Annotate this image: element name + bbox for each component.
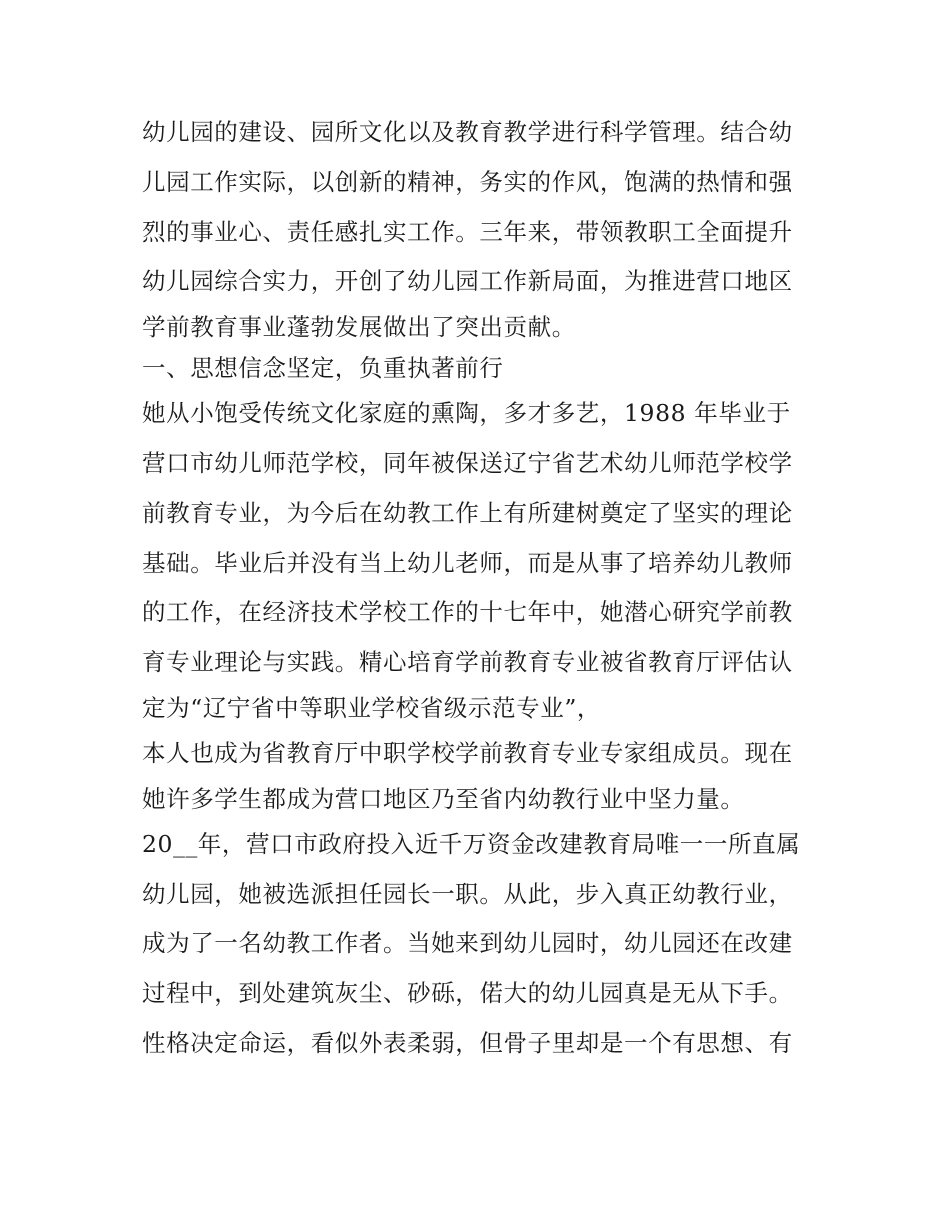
section-heading: 一、思想信念坚定，负重执著前行 <box>142 354 504 383</box>
body-text <box>142 108 832 1069</box>
text-line: 成为了一名幼教工作者。当她来到幼儿园时，幼儿园还在改建 <box>142 929 793 958</box>
text-line: 育专业理论与实践。精心培育学前教育专业被省教育厅评估认 <box>142 648 793 677</box>
text-line: 定为“辽宁省中等职业学校省级示范专业”， <box>142 693 602 722</box>
text-line: 20__年，营口市政府投入近千万资金改建教育局唯一一所直属 <box>142 829 801 858</box>
text-line: 过程中，到处建筑灰尘、砂砾，偌大的幼儿园真是无从下手。 <box>142 979 793 1008</box>
text-line: 幼儿园综合实力，开创了幼儿园工作新局面，为推进营口地区 <box>142 267 793 296</box>
text-line: 儿园工作实际，以创新的精神，务实的作风，饱满的热情和强 <box>142 167 793 196</box>
text-line: 幼儿园，她被选派担任园长一职。从此，步入真正幼教行业， <box>142 879 793 908</box>
text-line: 幼儿园的建设、园所文化以及教育教学进行科学管理。结合幼 <box>142 118 793 146</box>
text-line: 基础。毕业后并没有当上幼儿老师，而是从事了培养幼儿教师 <box>142 548 793 577</box>
text-line: 她从小饱受传统文化家庭的熏陶，多才多艺，1988 年毕业于 <box>142 399 791 428</box>
text-line: 她许多学生都成为营口地区乃至省内幼教行业中坚力量。 <box>142 784 745 813</box>
text-line: 本人也成为省教育厅中职学校学前教育专业专家组成员。现在 <box>142 738 793 767</box>
text-line: 营口市幼儿师范学校，同年被保送辽宁省艺术幼儿师范学校学 <box>142 448 793 477</box>
text-line: 的工作，在经济技术学校工作的十七年中，她潜心研究学前教 <box>142 598 793 627</box>
text-line: 学前教育事业蓬勃发展做出了突出贡献。 <box>142 313 576 342</box>
text-line: 前教育专业，为今后在幼教工作上有所建树奠定了坚实的理论 <box>142 498 793 527</box>
text-line: 烈的事业心、责任感扎实工作。三年来，带领教职工全面提升 <box>142 217 793 246</box>
text-line: 性格决定命运，看似外表柔弱，但骨子里却是一个有思想、有 <box>142 1028 793 1057</box>
